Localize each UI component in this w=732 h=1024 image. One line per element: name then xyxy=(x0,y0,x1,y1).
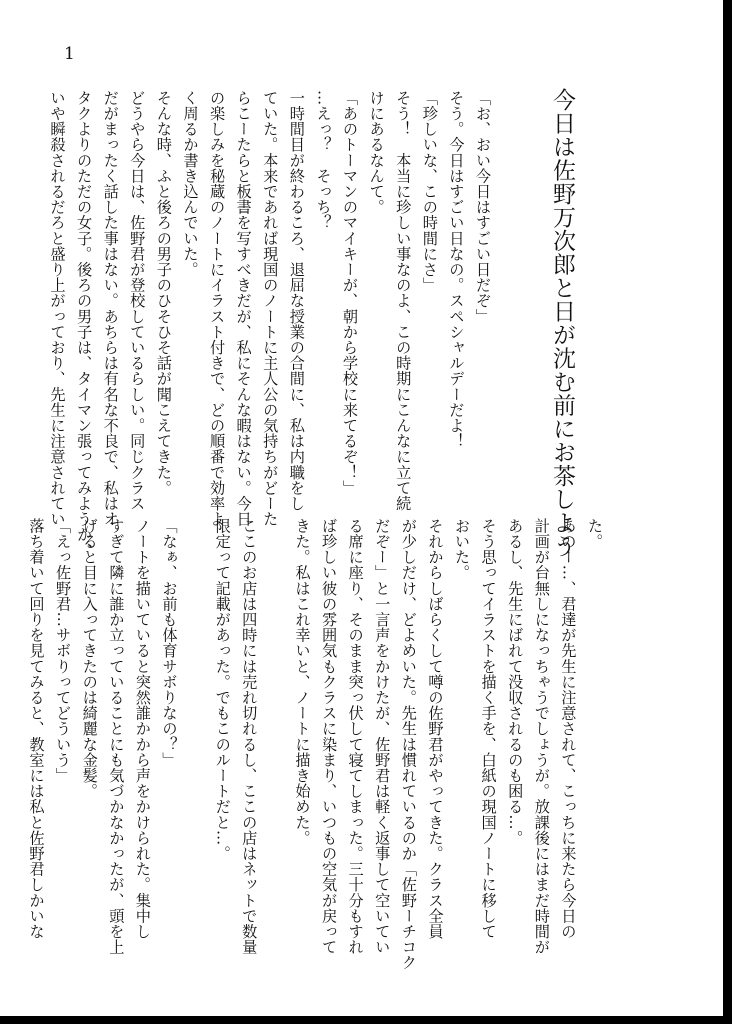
page-bottom-border xyxy=(0,1016,732,1024)
text-line: そう思ってイラストを描く手を、白紙の現国ノートに移して xyxy=(479,518,498,940)
text-line: そう！ 本当に珍しい事なのよ、この時期にこんなに立て続 xyxy=(394,90,413,512)
text-line: る席に座り、そのまま突っ伏して寝てしまった。三十分もすれ xyxy=(346,518,365,955)
text-line: が少しだけ、どよめいた。先生は慣れているのか「佐野ーチコク xyxy=(399,518,418,971)
text-line: ここのお店は四時には売れ切れるし、ここの店はネットで数量 xyxy=(240,518,259,955)
blank-line xyxy=(262,518,289,926)
text-line: だぞー」と一言声をかけたが、佐野君は軽く返事して空いてい xyxy=(373,518,392,955)
page-number: 1 xyxy=(64,44,75,64)
text-line: く周るか書き込んでいた。 xyxy=(181,90,200,278)
text-line: そんな時、ふと後ろの男子のひそひそ話が聞こえてきた。 xyxy=(154,90,173,496)
text-line: らこーたらと板書を写すべきだが、私にそんな暇はない。今日 xyxy=(234,90,253,527)
text-line: あるし、先生にばれて没収されるのも困る…。 xyxy=(506,518,525,846)
lower-text-block xyxy=(27,518,608,971)
text-line: 一時間目が終わるころ、退屈な授業の合間に、私は内職をし xyxy=(287,90,306,512)
text-line: 落ち着いて回りを見てみると、教室には私と佐野君しかいな xyxy=(27,518,46,940)
text-line: げると目に入ってきたのは綺麗な金髪。 xyxy=(80,518,99,799)
text-line: おいた。 xyxy=(453,518,472,581)
text-line: ば珍しい彼の雰囲気もクラスに染まり、いつもの空気が戻って xyxy=(320,518,339,955)
text-line: けにあるなんて。 xyxy=(367,90,386,215)
text-line: 計画が台無しになっちゃうでしょうが。放課後にはまだ時間が xyxy=(532,518,551,955)
text-line: ノートを描いていると突然誰かから声をかけられた。集中し xyxy=(133,518,152,940)
text-line: 限定って記載があった。でもこのルートだと…。 xyxy=(213,518,232,862)
text-line: すぎて隣に誰か立っていることにも気づかなかったが、頭を上 xyxy=(107,518,126,955)
text-line: ていた。本来であれば現国のノートに主人公の気持ちがどーた xyxy=(261,90,280,527)
text-line: きた。私はこれ幸いと、ノートに描き始めた。 xyxy=(293,518,312,846)
text-line: だがまったく話した事はない。あちらは有名な不良で、私はオ xyxy=(101,90,120,527)
text-line: …えっ？ そっち？ xyxy=(314,90,333,231)
text-line: 「あのトーマンのマイキーが、朝から学校に来てるぞ！」 xyxy=(341,90,360,496)
blank-line xyxy=(183,518,210,926)
text-line: た。 xyxy=(586,518,604,550)
text-line: 「なぁ、お前も体育サボりなの？」 xyxy=(160,518,179,768)
text-line: あのー…、君達が先生に注意されて、こっちに来たら今日の xyxy=(559,518,578,940)
text-line: いや瞬殺されるだろと盛り上がっており、先生に注意されてい xyxy=(48,90,67,527)
page-right-border xyxy=(723,0,732,1024)
text-line: の楽しみを秘蔵のノートにイラスト付きで、どの順番で効率よ xyxy=(208,90,227,527)
text-line: そう。今日はすごい日なの。スペシャルデーだよ！ xyxy=(447,90,466,449)
text-line: どうやら今日は、佐野君が登校しているらしい。同じクラス xyxy=(128,90,147,512)
story-title: 今日は佐野万次郎と日が沈む前にお茶しよう xyxy=(549,88,575,558)
text-line: 「お、おい今日はすごい日だぞ」 xyxy=(474,90,492,324)
text-line: タクよりのただの女子。後ろの男子は、タイマン張ってみようか、 xyxy=(75,90,94,558)
text-line: それからしばらくして噂の佐野君がやってきた。クラス全員 xyxy=(426,518,445,940)
text-line: 「えっ佐野君…サボりってどういう」 xyxy=(54,518,73,784)
text-line: 「珍しいな、この時間にさ」 xyxy=(420,90,439,293)
